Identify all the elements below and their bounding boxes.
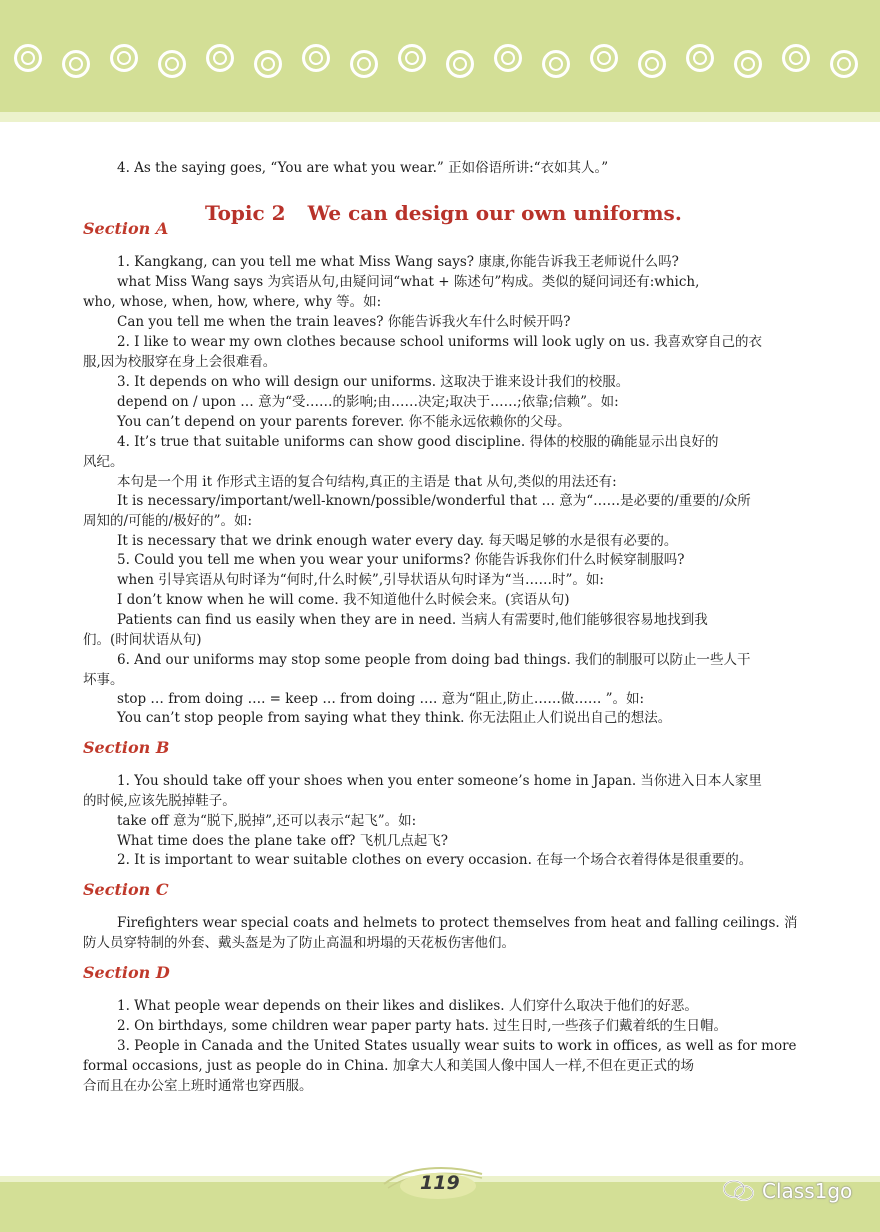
ring-icon	[206, 44, 234, 72]
text-line: 本句是一个用 it 作形式主语的复合句结构,真正的主语是 that 从句,类似的用法还有:	[117, 474, 617, 490]
ring-icon	[542, 50, 570, 78]
text-line: It is necessary/important/well-known/possible/wonderful that … 意为“……是必要的/重要的/众所	[117, 493, 751, 509]
text-line: It is necessary that we drink enough water every day. 每天喝足够的水是很有必要的。	[117, 533, 678, 549]
text-line: who, whose, when, how, where, why 等。如:	[83, 294, 382, 310]
text-line: 周知的/可能的/极好的”。如:	[83, 513, 253, 529]
ring-icon	[158, 50, 186, 78]
topic-title: We can design our own uniforms.	[307, 201, 682, 225]
text-line: 5. Could you tell me when you wear your uniforms? 你能告诉我你们什么时候穿制服吗?	[117, 552, 685, 568]
text-line: 合而且在办公室上班时通常也穿西服。	[83, 1078, 313, 1094]
ring-icon	[734, 50, 762, 78]
text-line: Patients can find us easily when they are in need. 当病人有需要时,他们能够很容易地找到我	[117, 612, 708, 628]
banner-stripe	[0, 112, 880, 122]
topic-number: Topic 2	[205, 201, 286, 225]
section-a-heading: Section A	[83, 219, 169, 238]
text-line: 们。(时间状语从句)	[83, 632, 202, 648]
text-line: 3. It depends on who will design our uniforms. 这取决于谁来设计我们的校服。	[117, 374, 630, 390]
top-banner	[0, 0, 880, 115]
ring-icon	[254, 50, 282, 78]
ring-icon	[494, 44, 522, 72]
ring-icon	[302, 44, 330, 72]
section-b-heading: Section B	[83, 738, 170, 757]
watermark-text: Class1go	[762, 1179, 853, 1203]
text-line: You can’t stop people from saying what they think. 你无法阻止人们说出自己的想法。	[117, 710, 672, 726]
text-line: 4. It’s true that suitable uniforms can show good discipline. 得体的校服的确能显示出良好的	[117, 434, 719, 450]
text-line: 服,因为校服穿在身上会很难看。	[83, 354, 277, 370]
section-c-heading: Section C	[83, 880, 169, 899]
text-line: stop … from doing …. = keep … from doing …. 意为“阻止,防止……做…… ”。如:	[117, 691, 645, 707]
section-d-heading: Section D	[83, 963, 170, 982]
text-line: take off 意为“脱下,脱掉”,还可以表示“起飞”。如:	[117, 813, 417, 829]
ring-icon	[350, 50, 378, 78]
ring-icon	[782, 44, 810, 72]
text-line: You can’t depend on your parents forever. 你不能永远依赖你的父母。	[117, 414, 571, 430]
ring-icon	[14, 44, 42, 72]
text-line: Firefighters wear special coats and helmets to protect themselves from heat and falling ceilings. 消	[117, 915, 798, 931]
ring-icon	[446, 50, 474, 78]
topic-heading	[205, 201, 682, 225]
ring-icon	[830, 50, 858, 78]
ring-icon	[638, 50, 666, 78]
text-line: what Miss Wang says 为宾语从句,由疑问词“what + 陈述句”构成。类似的疑问词还有:which,	[117, 274, 700, 290]
ring-icon	[686, 44, 714, 72]
intro-line: 4. As the saying goes, “You are what you wear.” 正如俗语所讲:“衣如其人。”	[117, 160, 609, 176]
watermark	[722, 1176, 852, 1206]
text-line: 1. What people wear depends on their likes and dislikes. 人们穿什么取决于他们的好恶。	[117, 998, 698, 1014]
text-line: depend on / upon … 意为“受……的影响;由……决定;取决于……;依靠;信赖”。如:	[117, 394, 619, 410]
text-line: 3. People in Canada and the United States usually wear suits to work in offices, as well as for more	[117, 1038, 797, 1054]
page-number: 119	[420, 1172, 460, 1194]
text-line: 6. And our uniforms may stop some people from doing bad things. 我们的制服可以防止一些人干	[117, 652, 751, 668]
text-line: What time does the plane take off? 飞机几点起飞?	[117, 833, 448, 849]
ring-icon	[62, 50, 90, 78]
text-line: 防人员穿特制的外套、戴头盔是为了防止高温和坍塌的天花板伤害他们。	[83, 935, 515, 951]
text-line: 的时候,应该先脱掉鞋子。	[83, 793, 236, 809]
chat-bubbles-icon	[722, 1178, 756, 1204]
text-line: I don’t know when he will come. 我不知道他什么时候会来。(宾语从句)	[117, 592, 570, 608]
text-line: when 引导宾语从句时译为“何时,什么时候”,引导状语从句时译为“当……时”。如:	[117, 572, 604, 588]
text-line: 坏事。	[83, 672, 124, 688]
text-line: 1. Kangkang, can you tell me what Miss Wang says? 康康,你能告诉我王老师说什么吗?	[117, 254, 679, 270]
text-line: 风纪。	[83, 454, 124, 470]
ring-icon	[398, 44, 426, 72]
text-line: formal occasions, just as people do in China. 加拿大人和美国人像中国人一样,不但在更正式的场	[83, 1058, 695, 1074]
text-line: 2. It is important to wear suitable clothes on every occasion. 在每一个场合衣着得体是很重要的。	[117, 852, 753, 868]
text-line: 1. You should take off your shoes when you enter someone’s home in Japan. 当你进入日本人家里	[117, 773, 762, 789]
text-line: 2. On birthdays, some children wear paper party hats. 过生日时,一些孩子们戴着纸的生日帽。	[117, 1018, 728, 1034]
text-line: 2. I like to wear my own clothes because school uniforms will look ugly on us. 我喜欢穿自己的衣	[117, 334, 763, 350]
ring-icon	[110, 44, 138, 72]
ring-icon	[590, 44, 618, 72]
text-line: Can you tell me when the train leaves? 你能告诉我火车什么时候开吗?	[117, 314, 571, 330]
